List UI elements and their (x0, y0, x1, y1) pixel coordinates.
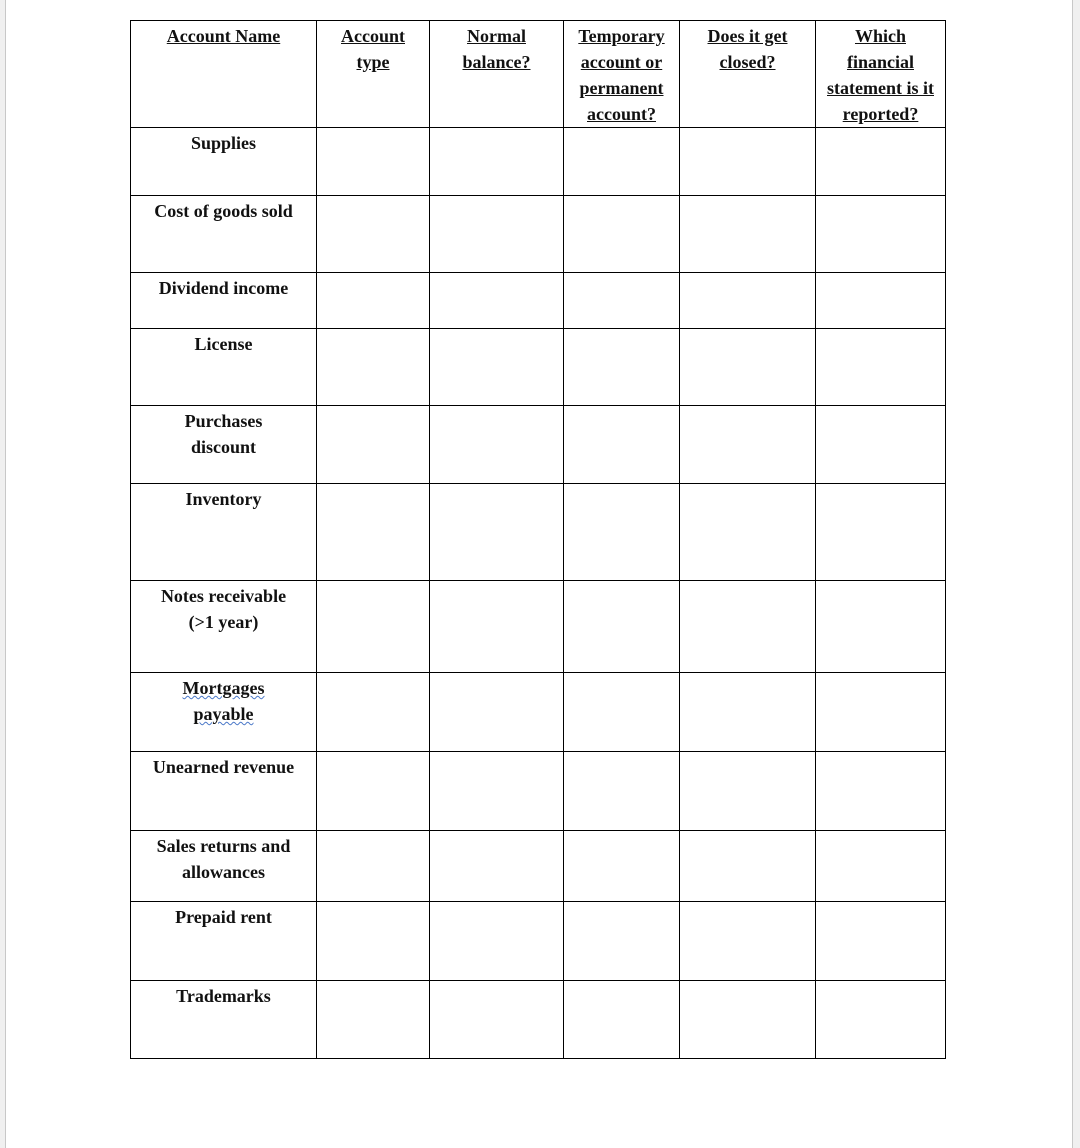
temporary-permanent-cell[interactable] (564, 581, 680, 673)
temporary-permanent-cell[interactable] (564, 981, 680, 1059)
financial-statement-cell[interactable] (816, 831, 946, 902)
table-row (131, 673, 946, 752)
financial-statement-cell[interactable] (816, 329, 946, 406)
temporary-permanent-cell[interactable] (564, 484, 680, 581)
closed-cell[interactable] (680, 981, 816, 1059)
account-type-cell[interactable] (317, 406, 430, 484)
financial-statement-cell[interactable] (816, 981, 946, 1059)
header-temporary-or-permanent: Temporary account or permanent account? (564, 21, 680, 128)
closed-cell[interactable] (680, 673, 816, 752)
table-row (131, 273, 946, 329)
closed-cell[interactable] (680, 329, 816, 406)
account-name-cell: Dividend income (131, 273, 317, 329)
normal-balance-cell[interactable] (430, 273, 564, 329)
table-row (131, 902, 946, 981)
account-type-cell[interactable] (317, 484, 430, 581)
table-row (131, 981, 946, 1059)
header-row (131, 21, 946, 128)
closed-cell[interactable] (680, 273, 816, 329)
normal-balance-cell[interactable] (430, 329, 564, 406)
account-name-cell: Trademarks (131, 981, 317, 1059)
account-type-cell[interactable] (317, 673, 430, 752)
table-row (131, 752, 946, 831)
normal-balance-cell[interactable] (430, 673, 564, 752)
temporary-permanent-cell[interactable] (564, 128, 680, 196)
table-row (131, 329, 946, 406)
financial-statement-cell[interactable] (816, 406, 946, 484)
financial-statement-cell[interactable] (816, 273, 946, 329)
closed-cell[interactable] (680, 831, 816, 902)
account-type-cell[interactable] (317, 902, 430, 981)
normal-balance-cell[interactable] (430, 902, 564, 981)
document-page (5, 0, 1073, 1148)
normal-balance-cell[interactable] (430, 831, 564, 902)
closed-cell[interactable] (680, 196, 816, 273)
closed-cell[interactable] (680, 902, 816, 981)
account-name-cell: Purchases discount (131, 406, 317, 484)
closed-cell[interactable] (680, 128, 816, 196)
table-row (131, 581, 946, 673)
temporary-permanent-cell[interactable] (564, 273, 680, 329)
account-name-cell: Unearned revenue (131, 752, 317, 831)
header-does-it-get-closed: Does it get closed? (680, 21, 816, 128)
account-name-cell: License (131, 329, 317, 406)
account-type-cell[interactable] (317, 273, 430, 329)
temporary-permanent-cell[interactable] (564, 196, 680, 273)
financial-statement-cell[interactable] (816, 484, 946, 581)
table-row (131, 831, 946, 902)
normal-balance-cell[interactable] (430, 581, 564, 673)
normal-balance-cell[interactable] (430, 406, 564, 484)
normal-balance-cell[interactable] (430, 981, 564, 1059)
normal-balance-cell[interactable] (430, 128, 564, 196)
financial-statement-cell[interactable] (816, 581, 946, 673)
temporary-permanent-cell[interactable] (564, 406, 680, 484)
account-name-cell: Prepaid rent (131, 902, 317, 981)
account-type-cell[interactable] (317, 196, 430, 273)
financial-statement-cell[interactable] (816, 902, 946, 981)
header-financial-statement: Which financial statement is it reported? (816, 21, 946, 128)
account-name-cell: Notes receivable (>1 year) (131, 581, 317, 673)
closed-cell[interactable] (680, 752, 816, 831)
temporary-permanent-cell[interactable] (564, 673, 680, 752)
header-account-type: Account type (317, 21, 430, 128)
table-row (131, 196, 946, 273)
temporary-permanent-cell[interactable] (564, 752, 680, 831)
financial-statement-cell[interactable] (816, 196, 946, 273)
financial-statement-cell[interactable] (816, 673, 946, 752)
normal-balance-cell[interactable] (430, 484, 564, 581)
account-type-cell[interactable] (317, 329, 430, 406)
closed-cell[interactable] (680, 406, 816, 484)
account-name-cell: Cost of goods sold (131, 196, 317, 273)
normal-balance-cell[interactable] (430, 196, 564, 273)
financial-statement-cell[interactable] (816, 752, 946, 831)
account-classification-table (130, 20, 946, 1059)
table-row (131, 128, 946, 196)
account-type-cell[interactable] (317, 581, 430, 673)
account-name-cell: Inventory (131, 484, 317, 581)
header-normal-balance: Normal balance? (430, 21, 564, 128)
table-row (131, 484, 946, 581)
normal-balance-cell[interactable] (430, 752, 564, 831)
account-type-cell[interactable] (317, 128, 430, 196)
account-type-cell[interactable] (317, 752, 430, 831)
temporary-permanent-cell[interactable] (564, 329, 680, 406)
closed-cell[interactable] (680, 484, 816, 581)
table-row (131, 406, 946, 484)
account-type-cell[interactable] (317, 831, 430, 902)
closed-cell[interactable] (680, 581, 816, 673)
temporary-permanent-cell[interactable] (564, 902, 680, 981)
account-name-cell: Sales returns and allowances (131, 831, 317, 902)
account-name-cell: Mortgages payable (131, 673, 317, 752)
header-account-name: Account Name (131, 21, 317, 128)
account-name-cell: Supplies (131, 128, 317, 196)
temporary-permanent-cell[interactable] (564, 831, 680, 902)
financial-statement-cell[interactable] (816, 128, 946, 196)
account-type-cell[interactable] (317, 981, 430, 1059)
